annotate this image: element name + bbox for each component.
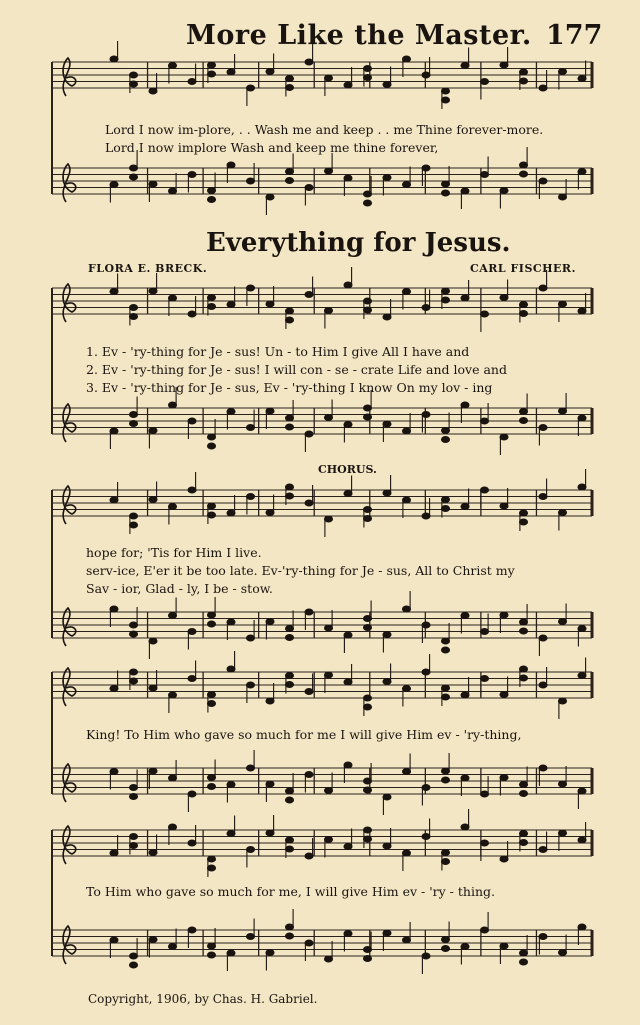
composer-credit: CARL FISCHER.: [470, 262, 576, 275]
verse-2-line-2: serv-ice, E'er it be too late. Ev-'ry-thing for Je - sus, All to Christ my: [86, 563, 515, 578]
song-title: Everything for Jesus.: [206, 228, 511, 258]
verse-3-line-2: Sav - ior, Glad - ly, I be - stow.: [86, 581, 273, 596]
lyricist-credit: FLORA E. BRECK.: [88, 262, 208, 275]
verse-1-line-1: 1. Ev - 'ry-thing for Je - sus! Un - to Him I give All I have and: [86, 344, 470, 359]
chorus-label: CHORUS.: [318, 463, 377, 476]
previous-hymn-lyrics-1: Lord I now im-plore, . . Wash me and keep . . me Thine forever-more.: [105, 122, 544, 137]
verse-3-line-1: 3. Ev - 'ry-thing for Je - sus, Ev - 'ry-thing I know On my lov - ing: [86, 380, 493, 395]
previous-hymn-title: More Like the Master.: [186, 20, 532, 51]
verse-2-line-1: 2. Ev - 'ry-thing for Je - sus! I will con - se - crate Life and love and: [86, 362, 507, 377]
page-number: 177: [546, 20, 603, 51]
verse-1-line-2: hope for; 'Tis for Him I live.: [86, 545, 262, 560]
previous-hymn-lyrics-2: Lord I now implore Wash and keep me thine forever,: [105, 140, 439, 155]
chorus-lyrics-1: King! To Him who gave so much for me I will give Him ev - 'ry-thing,: [86, 727, 522, 742]
copyright-notice: Copyright, 1906, by Chas. H. Gabriel.: [88, 992, 318, 1006]
chorus-lyrics-2: To Him who gave so much for me, I will give Him ev - 'ry - thing.: [86, 884, 495, 899]
